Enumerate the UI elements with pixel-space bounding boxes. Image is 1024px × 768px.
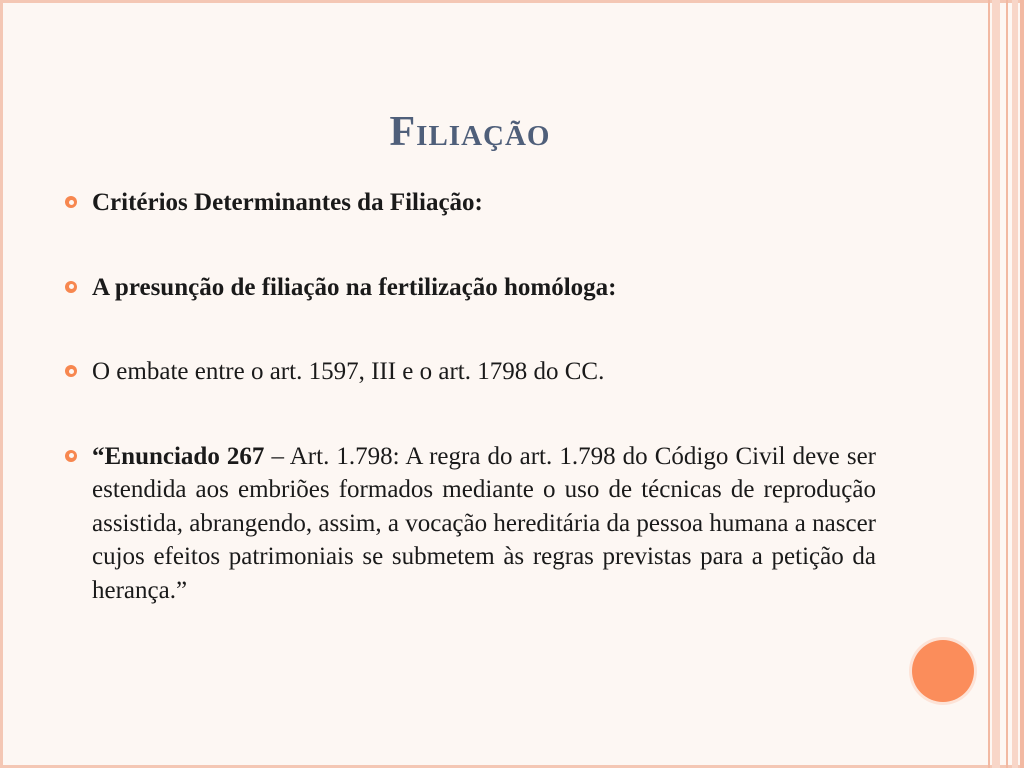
decorative-stripe bbox=[1020, 0, 1024, 768]
bullet-enunciado bbox=[64, 440, 876, 608]
bullet-embate bbox=[64, 355, 876, 389]
bullet-criterios bbox=[64, 186, 876, 220]
decorative-stripes bbox=[980, 0, 1024, 768]
decorative-circle bbox=[912, 640, 974, 702]
bullet-text: A presunção de filiação na fertilização homóloga: bbox=[92, 273, 617, 301]
decorative-stripe bbox=[988, 0, 990, 768]
bullet-text: O embate entre o art. 1597, III e o art. 1798 do CC. bbox=[92, 358, 605, 385]
bullet-marker-icon bbox=[65, 365, 77, 377]
decorative-stripe bbox=[992, 0, 1000, 768]
bullet-list bbox=[64, 186, 876, 658]
enunciado-label: “Enunciado 267 bbox=[92, 442, 265, 470]
bullet-marker-icon bbox=[65, 450, 77, 462]
decorative-stripe bbox=[1012, 0, 1018, 768]
bullet-presuncao bbox=[64, 271, 876, 305]
enunciado-text: – Art. 1.798: A regra do art. 1.798 do Código Civil deve ser estendida aos embriões formados mediante o uso de técnicas de reprodução assistida, abrangendo, assim, a vocação hereditária da pessoa humana a nascer cujos efeitos patrimoniais se submetem às regras previstas para a petição da herança.” bbox=[92, 442, 876, 604]
slide-title: Filiação bbox=[389, 109, 551, 155]
bullet-marker-icon bbox=[65, 196, 77, 208]
bullet-text: Critérios Determinantes da Filiação: bbox=[92, 189, 483, 216]
decorative-stripe bbox=[1006, 0, 1008, 768]
bullet-marker-icon bbox=[65, 281, 77, 293]
